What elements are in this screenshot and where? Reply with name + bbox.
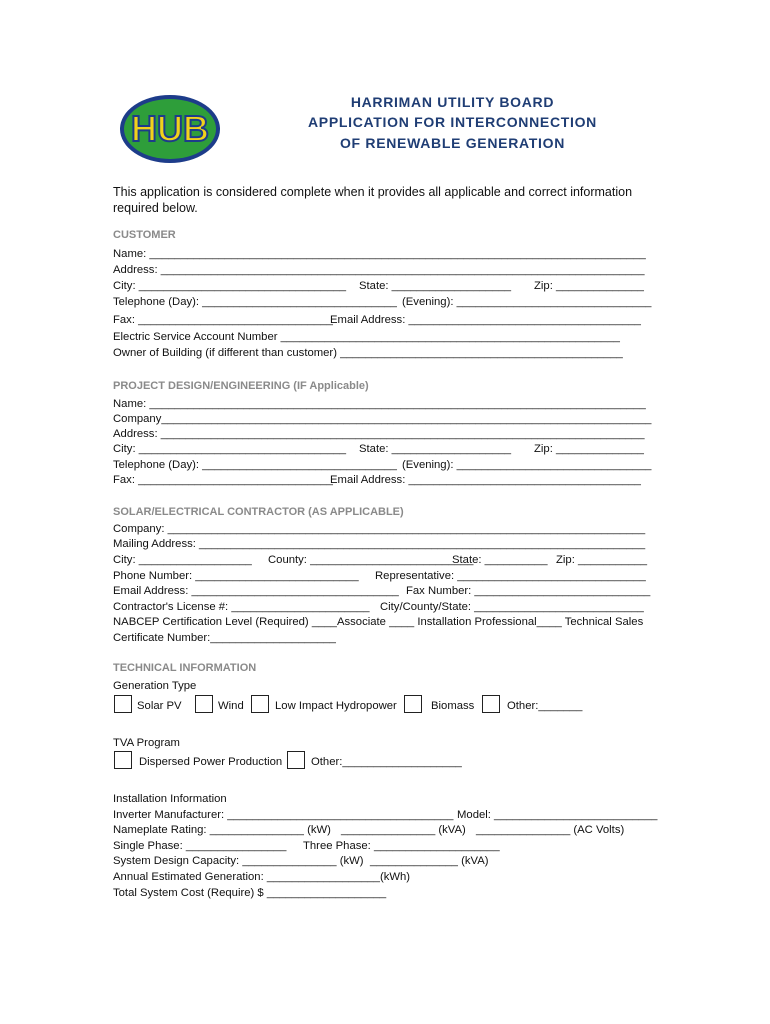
solar-pv-label: Solar PV [137, 700, 182, 712]
contractor-rep-field[interactable]: Representative: ______________________________ [375, 570, 646, 582]
generation-type-label: Generation Type [113, 680, 197, 692]
contractor-zip-field[interactable]: Zip: ___________ [556, 554, 648, 566]
system-cost-field[interactable]: Total System Cost (Require) $ ___________________ [113, 887, 387, 899]
contractor-mailing-field[interactable]: Mailing Address: _______________________________________________________________________ [113, 538, 646, 550]
header-line-2: APPLICATION FOR INTERCONNECTION [308, 114, 597, 130]
inverter-field[interactable]: Inverter Manufacturer: ____________________________________ [113, 809, 454, 821]
contractor-fax-field[interactable]: Fax Number: ____________________________ [406, 585, 651, 597]
section-customer: CUSTOMER [113, 229, 176, 241]
system-capacity-field[interactable]: System Design Capacity: _______________ (kW) [113, 855, 364, 867]
tva-other-checkbox[interactable] [287, 751, 305, 769]
hydropower-checkbox[interactable] [251, 695, 269, 713]
contractor-county-field[interactable]: County: __________________________ [268, 554, 474, 566]
three-phase-field[interactable]: Three Phase: ____________________ [303, 840, 500, 852]
wind-label: Wind [218, 700, 244, 712]
installation-info-label: Installation Information [113, 793, 227, 805]
customer-owner-field[interactable]: Owner of Building (if different than customer) _____________________________________________ [113, 347, 623, 359]
nameplate-ac-volts-field[interactable]: _______________ (AC Volts) [476, 824, 625, 836]
gen-other-checkbox[interactable] [482, 695, 500, 713]
tva-program-label: TVA Program [113, 737, 180, 749]
section-project: PROJECT DESIGN/ENGINEERING (IF Applicable) [113, 380, 369, 392]
contractor-city-field[interactable]: City: __________________ [113, 554, 252, 566]
customer-tel-evening-field[interactable]: (Evening): _______________________________ [402, 296, 652, 308]
project-address-field[interactable]: Address: _____________________________________________________________________________ [113, 428, 645, 440]
contractor-nabcep-field[interactable]: NABCEP Certification Level (Required) ____Associate ____ Installation Professional____ Technical Sales [113, 616, 644, 628]
header-line-1: HARRIMAN UTILITY BOARD [350, 94, 555, 110]
customer-state-field[interactable]: State: ___________________ [359, 280, 512, 292]
contractor-state-field[interactable]: State: __________ [452, 554, 548, 566]
nameplate-kva-field[interactable]: _______________ (kVA) [341, 824, 466, 836]
customer-name-field[interactable]: Name: _______________________________________________________________________________ [113, 248, 646, 260]
dispersed-power-checkbox[interactable] [114, 751, 132, 769]
contractor-company-field[interactable]: Company: ____________________________________________________________________________ [113, 523, 646, 535]
biomass-label: Biomass [431, 700, 475, 712]
contractor-phone-field[interactable]: Phone Number: __________________________ [113, 570, 359, 582]
contractor-city-county-state-field[interactable]: City/County/State: ___________________________ [380, 601, 644, 613]
header-line-3: OF RENEWABLE GENERATION [339, 135, 566, 151]
customer-email-field[interactable]: Email Address: _____________________________________ [330, 314, 641, 326]
tva-other-label[interactable]: Other:___________________ [311, 756, 462, 768]
nameplate-field[interactable]: Nameplate Rating: _______________ (kW) [113, 824, 331, 836]
contractor-email-field[interactable]: Email Address: _________________________________ [113, 585, 399, 597]
project-tel-evening-field[interactable]: (Evening): _______________________________ [402, 459, 652, 471]
single-phase-field[interactable]: Single Phase: ________________ [113, 840, 287, 852]
intro-text: This application is considered complete when it provides all applicable and correct information required below. [113, 185, 633, 215]
logo-text: HUB [131, 108, 209, 149]
contractor-cert-field[interactable]: Certificate Number:____________________ [113, 632, 336, 644]
section-contractor: SOLAR/ELECTRICAL CONTRACTOR (AS APPLICABLE) [113, 506, 404, 518]
contractor-license-field[interactable]: Contractor's License #: ______________________ [113, 601, 370, 613]
dispersed-power-label: Dispersed Power Production [139, 756, 283, 768]
project-fax-field[interactable]: Fax: _______________________________ [113, 474, 333, 486]
solar-pv-checkbox[interactable] [114, 695, 132, 713]
project-state-field[interactable]: State: ___________________ [359, 443, 512, 455]
annual-generation-field[interactable]: Annual Estimated Generation: __________________(kWh) [113, 871, 411, 883]
customer-zip-field[interactable]: Zip: ______________ [534, 280, 644, 292]
system-kva-field[interactable]: ______________ (kVA) [370, 855, 489, 867]
project-company-field[interactable]: Company______________________________________________________________________________ [113, 413, 652, 425]
customer-city-field[interactable]: City: _________________________________ [113, 280, 347, 292]
project-tel-day-field[interactable]: Telephone (Day): _______________________________ [113, 459, 397, 471]
hydropower-label: Low Impact Hydropower [275, 700, 397, 712]
customer-account-field[interactable]: Electric Service Account Number ______________________________________________________ [113, 331, 620, 343]
gen-other-label[interactable]: Other:_______ [507, 700, 583, 712]
project-zip-field[interactable]: Zip: ______________ [534, 443, 644, 455]
biomass-checkbox[interactable] [404, 695, 422, 713]
project-email-field[interactable]: Email Address: _____________________________________ [330, 474, 641, 486]
section-technical: TECHNICAL INFORMATION [113, 662, 257, 674]
customer-fax-field[interactable]: Fax: _______________________________ [113, 314, 333, 326]
project-name-field[interactable]: Name: _______________________________________________________________________________ [113, 398, 646, 410]
wind-checkbox[interactable] [195, 695, 213, 713]
hub-logo [118, 93, 222, 165]
model-field[interactable]: Model: __________________________ [457, 809, 658, 821]
project-city-field[interactable]: City: _________________________________ [113, 443, 347, 455]
customer-address-field[interactable]: Address: _____________________________________________________________________________ [113, 264, 645, 276]
customer-tel-day-field[interactable]: Telephone (Day): _______________________________ [113, 296, 397, 308]
